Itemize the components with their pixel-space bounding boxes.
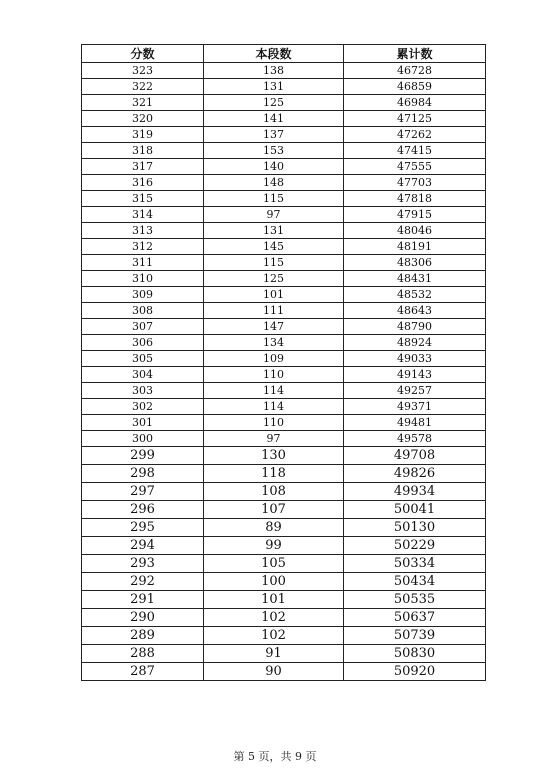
cell-cumulative-count: 46984: [344, 95, 486, 111]
table-row: [82, 465, 486, 483]
table-row: [82, 415, 486, 431]
table-row: [82, 79, 486, 95]
table-row: [82, 207, 486, 223]
cell-segment-count: 145: [204, 239, 344, 255]
cell-score: 321: [82, 95, 204, 111]
cell-cumulative-count: 49143: [344, 367, 486, 383]
table-row: [82, 383, 486, 399]
cell-segment-count: 91: [204, 645, 344, 663]
cell-score: 287: [82, 663, 204, 681]
cell-score: 293: [82, 555, 204, 573]
score-distribution-table: [81, 44, 486, 681]
cell-cumulative-count: 50637: [344, 609, 486, 627]
table-header: [82, 45, 486, 63]
cell-segment-count: 147: [204, 319, 344, 335]
cell-segment-count: 100: [204, 573, 344, 591]
cell-segment-count: 134: [204, 335, 344, 351]
cell-cumulative-count: 48643: [344, 303, 486, 319]
table-row: [82, 555, 486, 573]
table-row: [82, 255, 486, 271]
cell-segment-count: 99: [204, 537, 344, 555]
table-row: [82, 319, 486, 335]
cell-cumulative-count: 50535: [344, 591, 486, 609]
table-row: [82, 223, 486, 239]
cell-score: 319: [82, 127, 204, 143]
cell-score: 294: [82, 537, 204, 555]
cell-cumulative-count: 46728: [344, 63, 486, 79]
table-row: [82, 351, 486, 367]
cell-cumulative-count: 50130: [344, 519, 486, 537]
cell-cumulative-count: 49033: [344, 351, 486, 367]
table-row: [82, 573, 486, 591]
cell-score: 307: [82, 319, 204, 335]
cell-segment-count: 153: [204, 143, 344, 159]
cell-segment-count: 109: [204, 351, 344, 367]
cell-score: 305: [82, 351, 204, 367]
cell-score: 298: [82, 465, 204, 483]
cell-score: 301: [82, 415, 204, 431]
cell-cumulative-count: 48790: [344, 319, 486, 335]
cell-segment-count: 118: [204, 465, 344, 483]
cell-segment-count: 125: [204, 95, 344, 111]
cell-segment-count: 115: [204, 255, 344, 271]
header-score: 分数: [82, 45, 204, 63]
cell-score: 306: [82, 335, 204, 351]
cell-score: 290: [82, 609, 204, 627]
cell-cumulative-count: 49578: [344, 431, 486, 447]
cell-score: 309: [82, 287, 204, 303]
table-row: [82, 127, 486, 143]
cell-cumulative-count: 48924: [344, 335, 486, 351]
cell-cumulative-count: 49708: [344, 447, 486, 465]
cell-cumulative-count: 49826: [344, 465, 486, 483]
table-row: [82, 63, 486, 79]
table-row: [82, 609, 486, 627]
table-row: [82, 627, 486, 645]
table-row: [82, 95, 486, 111]
cell-segment-count: 131: [204, 223, 344, 239]
cell-cumulative-count: 49257: [344, 383, 486, 399]
cell-cumulative-count: 47125: [344, 111, 486, 127]
cell-score: 296: [82, 501, 204, 519]
cell-score: 302: [82, 399, 204, 415]
cell-score: 297: [82, 483, 204, 501]
cell-segment-count: 114: [204, 399, 344, 415]
cell-score: 295: [82, 519, 204, 537]
cell-segment-count: 114: [204, 383, 344, 399]
table-row: [82, 191, 486, 207]
cell-cumulative-count: 48306: [344, 255, 486, 271]
table-row: [82, 591, 486, 609]
cell-score: 313: [82, 223, 204, 239]
cell-score: 317: [82, 159, 204, 175]
header-row: [82, 45, 486, 63]
cell-segment-count: 110: [204, 415, 344, 431]
table-row: [82, 645, 486, 663]
cell-segment-count: 107: [204, 501, 344, 519]
cell-segment-count: 90: [204, 663, 344, 681]
header-cumulative-count: 累计数: [344, 45, 486, 63]
table-row: [82, 501, 486, 519]
cell-score: 315: [82, 191, 204, 207]
cell-cumulative-count: 47555: [344, 159, 486, 175]
cell-segment-count: 108: [204, 483, 344, 501]
cell-score: 299: [82, 447, 204, 465]
table-row: [82, 537, 486, 555]
cell-segment-count: 137: [204, 127, 344, 143]
cell-cumulative-count: 47703: [344, 175, 486, 191]
cell-segment-count: 101: [204, 287, 344, 303]
cell-cumulative-count: 47915: [344, 207, 486, 223]
cell-segment-count: 140: [204, 159, 344, 175]
cell-score: 316: [82, 175, 204, 191]
cell-cumulative-count: 50041: [344, 501, 486, 519]
cell-cumulative-count: 48191: [344, 239, 486, 255]
cell-score: 288: [82, 645, 204, 663]
cell-cumulative-count: 50920: [344, 663, 486, 681]
page-footer: 第 5 页，共 9 页: [233, 750, 317, 763]
table-row: [82, 287, 486, 303]
cell-segment-count: 105: [204, 555, 344, 573]
cell-score: 323: [82, 63, 204, 79]
cell-cumulative-count: 50334: [344, 555, 486, 573]
cell-segment-count: 125: [204, 271, 344, 287]
cell-segment-count: 102: [204, 627, 344, 645]
table-row: [82, 175, 486, 191]
cell-cumulative-count: 47818: [344, 191, 486, 207]
cell-cumulative-count: 50229: [344, 537, 486, 555]
table-row: [82, 431, 486, 447]
cell-cumulative-count: 46859: [344, 79, 486, 95]
cell-score: 310: [82, 271, 204, 287]
cell-cumulative-count: 48532: [344, 287, 486, 303]
table-row: [82, 367, 486, 383]
table-row: [82, 159, 486, 175]
table-row: [82, 519, 486, 537]
cell-segment-count: 89: [204, 519, 344, 537]
header-segment-count: 本段数: [204, 45, 344, 63]
cell-score: 300: [82, 431, 204, 447]
cell-segment-count: 138: [204, 63, 344, 79]
cell-segment-count: 101: [204, 591, 344, 609]
cell-segment-count: 110: [204, 367, 344, 383]
cell-cumulative-count: 47262: [344, 127, 486, 143]
cell-score: 308: [82, 303, 204, 319]
cell-segment-count: 131: [204, 79, 344, 95]
cell-segment-count: 148: [204, 175, 344, 191]
cell-cumulative-count: 48431: [344, 271, 486, 287]
table-row: [82, 303, 486, 319]
cell-cumulative-count: 50830: [344, 645, 486, 663]
cell-cumulative-count: 47415: [344, 143, 486, 159]
cell-score: 304: [82, 367, 204, 383]
table-row: [82, 483, 486, 501]
table-row: [82, 271, 486, 287]
cell-score: 289: [82, 627, 204, 645]
cell-score: 292: [82, 573, 204, 591]
cell-cumulative-count: 50434: [344, 573, 486, 591]
table-row: [82, 239, 486, 255]
cell-segment-count: 102: [204, 609, 344, 627]
table-row: [82, 143, 486, 159]
cell-segment-count: 130: [204, 447, 344, 465]
table-body: [82, 63, 486, 681]
cell-segment-count: 97: [204, 431, 344, 447]
cell-cumulative-count: 49481: [344, 415, 486, 431]
cell-score: 322: [82, 79, 204, 95]
cell-cumulative-count: 50739: [344, 627, 486, 645]
table-row: [82, 111, 486, 127]
cell-score: 311: [82, 255, 204, 271]
cell-cumulative-count: 49934: [344, 483, 486, 501]
cell-score: 312: [82, 239, 204, 255]
cell-cumulative-count: 48046: [344, 223, 486, 239]
table-row: [82, 447, 486, 465]
cell-segment-count: 111: [204, 303, 344, 319]
cell-score: 291: [82, 591, 204, 609]
cell-score: 314: [82, 207, 204, 223]
cell-score: 318: [82, 143, 204, 159]
table-row: [82, 399, 486, 415]
cell-segment-count: 115: [204, 191, 344, 207]
cell-cumulative-count: 49371: [344, 399, 486, 415]
table-row: [82, 663, 486, 681]
table-row: [82, 335, 486, 351]
cell-segment-count: 97: [204, 207, 344, 223]
cell-score: 303: [82, 383, 204, 399]
cell-score: 320: [82, 111, 204, 127]
cell-segment-count: 141: [204, 111, 344, 127]
